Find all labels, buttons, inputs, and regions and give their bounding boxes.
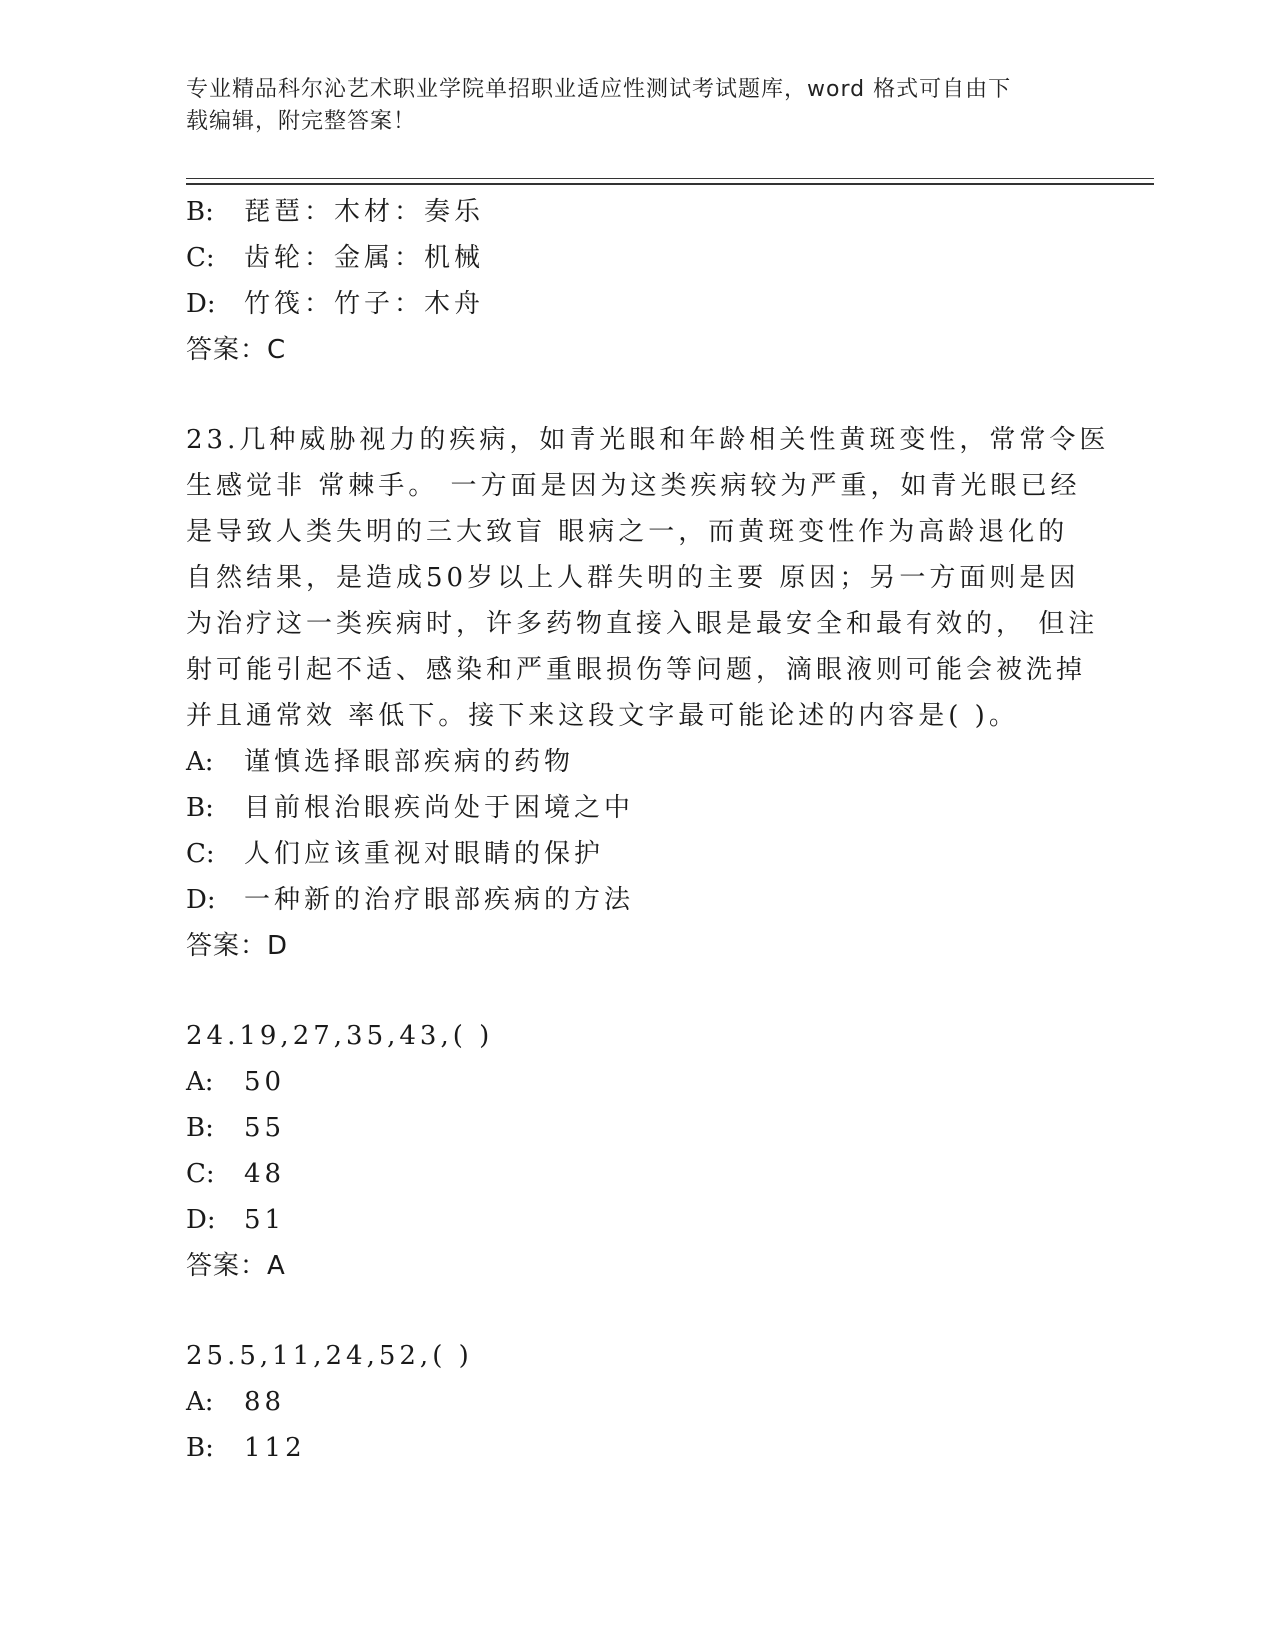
answer-line: 答案：D — [186, 931, 289, 961]
question-stem: 24.19,27,35,43,( ) — [186, 1021, 494, 1051]
question-stem-line: 并且通常效 率低下。接下来这段文字最可能论述的内容是( )。 — [186, 701, 1019, 731]
option-text: 55 — [244, 1113, 286, 1143]
option-text: 51 — [244, 1205, 286, 1235]
option-d — [186, 877, 1086, 923]
header-line-1: 专业精品科尔沁艺术职业学院单招职业适应性测试考试题库，word 格式可自由下 — [186, 77, 1012, 102]
question-23 — [186, 417, 1110, 969]
option-letter: B: — [186, 1113, 214, 1143]
question-stem-line: 23.几种威胁视力的疾病，如青光眼和年龄相关性黄斑变性，常常令医 — [186, 425, 1110, 455]
option-letter: B: — [186, 197, 214, 227]
question-stem-line: 是导致人类失明的三大致盲 眼病之一，而黄斑变性作为高龄退化的 — [186, 517, 1069, 547]
header-divider-thin — [186, 178, 1154, 179]
question-stem-line: 自然结果，是造成50岁以上人群失明的主要 原因；另一方面则是因 — [186, 563, 1080, 593]
option-letter: A: — [186, 747, 214, 777]
option-letter: D: — [186, 289, 216, 319]
question-24 — [186, 1013, 1086, 1289]
question-stem-line: 射可能引起不适、感染和严重眼损伤等问题，滴眼液则可能会被洗掉 — [186, 655, 1087, 685]
option-letter: B: — [186, 793, 214, 823]
question-stem: 25.5,11,24,52,( ) — [186, 1341, 473, 1371]
option-a — [186, 739, 1086, 785]
option-a — [186, 1059, 1086, 1105]
question-stem-line: 生感觉非 常棘手。 一方面是因为这类疾病较为严重，如青光眼已经 — [186, 471, 1081, 501]
option-letter: C: — [186, 243, 215, 273]
option-text: 112 — [244, 1433, 306, 1463]
option-a — [186, 1379, 1086, 1425]
option-text: 88 — [244, 1387, 286, 1417]
option-letter: B: — [186, 1433, 214, 1463]
option-text: 琵琶：木材：奏乐 — [244, 197, 485, 227]
option-b — [186, 189, 1086, 235]
question-content — [186, 189, 1110, 1471]
page-header — [186, 74, 1066, 138]
header-line-2: 载编辑，附完整答案！ — [186, 109, 417, 134]
spacer — [186, 373, 1086, 417]
option-b — [186, 785, 1086, 831]
question-22 — [186, 189, 1086, 373]
answer-line: 答案：A — [186, 1251, 286, 1281]
option-text: 竹筏：竹子：木舟 — [244, 289, 485, 319]
option-letter: A: — [186, 1387, 214, 1417]
header-divider-thick — [186, 183, 1154, 185]
option-text: 目前根治眼疾尚处于困境之中 — [244, 793, 635, 823]
option-letter: C: — [186, 1159, 215, 1189]
option-letter: A: — [186, 1067, 214, 1097]
spacer — [186, 1289, 1086, 1333]
option-text: 人们应该重视对眼睛的保护 — [244, 839, 605, 869]
option-letter: C: — [186, 839, 215, 869]
option-text: 齿轮：金属：机械 — [244, 243, 485, 273]
option-d — [186, 281, 1086, 327]
option-text: 一种新的治疗眼部疾病的方法 — [244, 885, 635, 915]
option-text: 48 — [244, 1159, 286, 1189]
option-d — [186, 1197, 1086, 1243]
option-c — [186, 1151, 1086, 1197]
option-b — [186, 1105, 1086, 1151]
option-c — [186, 235, 1086, 281]
option-c — [186, 831, 1086, 877]
option-letter: D: — [186, 1205, 216, 1235]
option-text: 50 — [244, 1067, 286, 1097]
option-letter: D: — [186, 885, 216, 915]
answer-line: 答案：C — [186, 335, 287, 365]
question-stem-line: 为治疗这一类疾病时，许多药物直接入眼是最安全和最有效的， 但注 — [186, 609, 1099, 639]
option-b — [186, 1425, 1086, 1471]
question-25 — [186, 1333, 1086, 1471]
spacer — [186, 969, 1086, 1013]
option-text: 谨慎选择眼部疾病的药物 — [244, 747, 575, 777]
